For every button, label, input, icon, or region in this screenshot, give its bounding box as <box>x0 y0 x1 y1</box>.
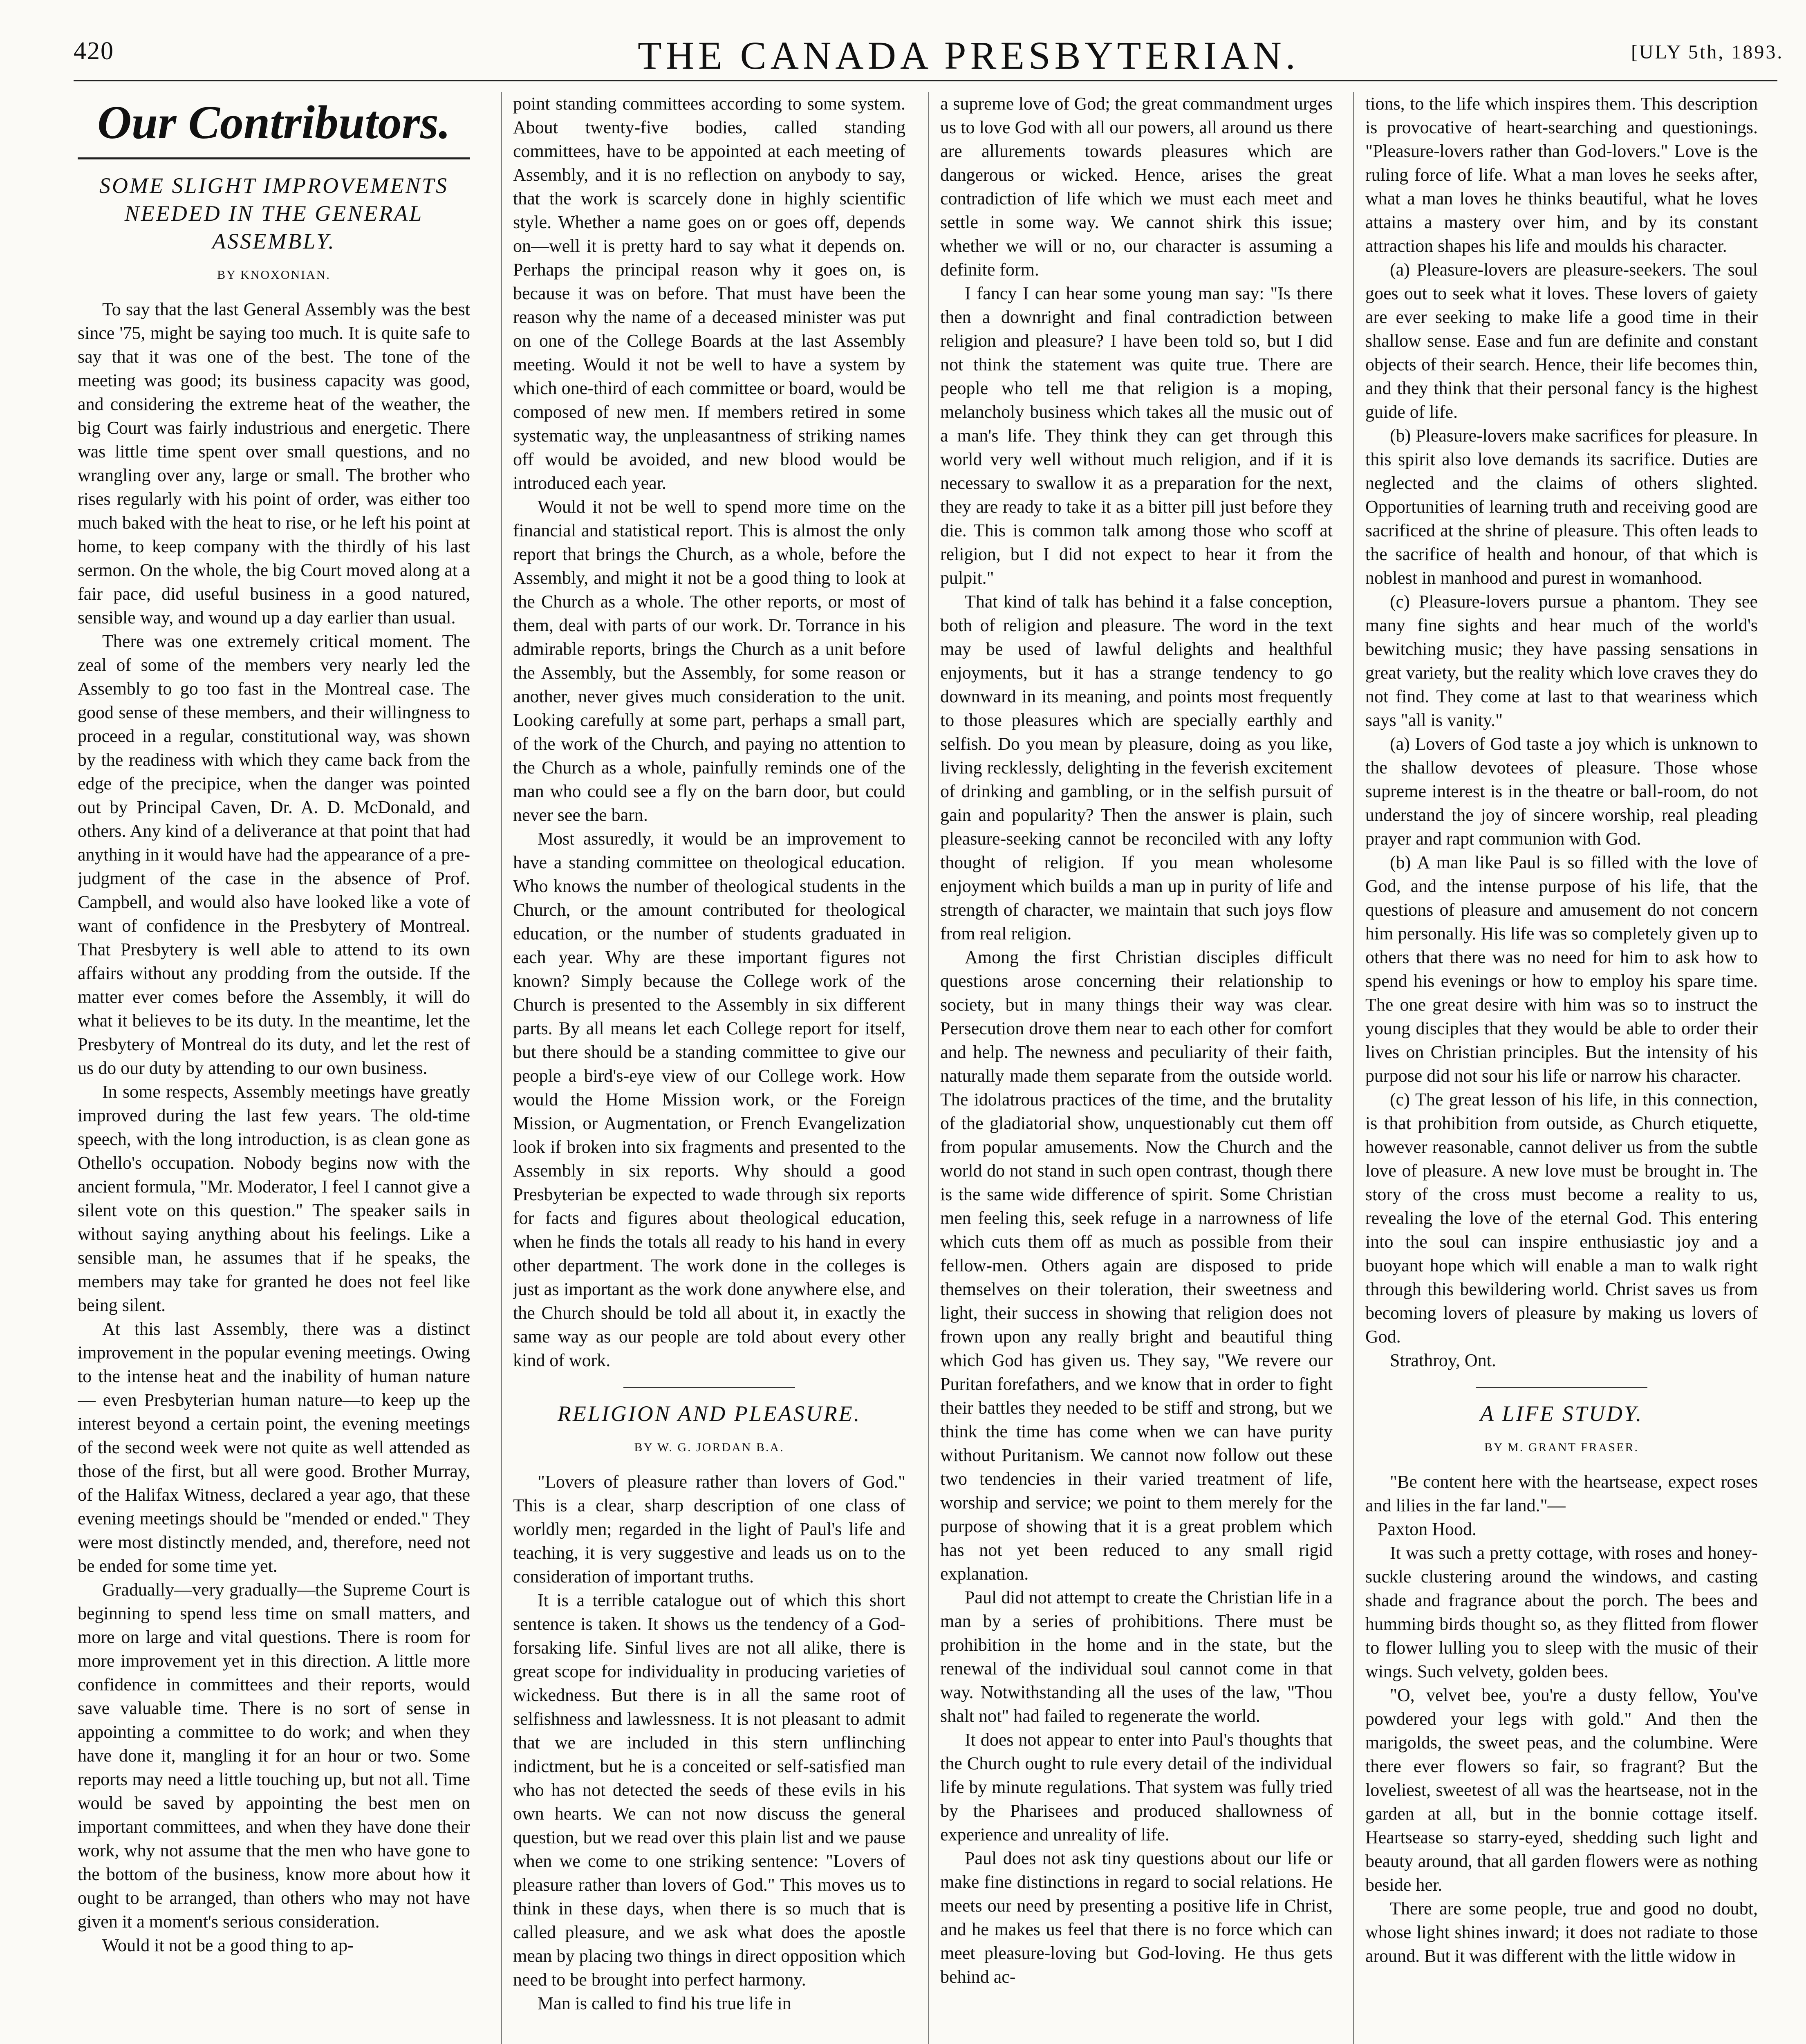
paragraph: Would it not be well to spend more time on the financial and statistical report. This is almost the only report that brings the Church, as a whole, before the Assembly, and might it not be a good thing to look at the Church as a whole. The other reports, or most of them, deal with parts of our work. Dr. Torrance in his admirable reports, brings the Church as a unit before the Assembly, but the Assembly, for some reason or another, never gives much consideration to the unit. Looking carefully at some part, perhaps a small part, of the work of the Church, and paying no attention to the Church as a whole, painfully reminds one of the man who could see a fly on the barn door, but could never see the barn. <box>513 497 905 825</box>
article-title-religion-pleasure: RELIGION AND PLEASURE. <box>557 1401 861 1426</box>
paragraph: At this last Assembly, there was a distinct improvement in the popular evening meetings. Owing to the intense heat and the inability of human nature — even Presbyterian human nature—to keep up the interest beyond a certain point, the evening meetings of the second week were not quite as well attended as those of the first, but all were good. Brother Murray, of the Halifax Witness, declared a year ago, that these evening meetings should be "mended or ended." They were most distinctly mended, and, therefore, need not be ended for some time yet. <box>78 1319 470 1576</box>
byline-knoxonian: BY KNOXONIAN. <box>217 268 331 282</box>
header-rule <box>74 80 1777 81</box>
paragraph: Gradually—very gradually—the Supreme Court is beginning to spend less time on small matters, and more on large and vital questions. There is room for more improvement yet in this direction. A little more confidence in committees and their reports, would save valuable time. There is no sort of sense in appointing a committee to do work; and when they have done it, mangling it for an hour or two. Some reports may need a little touching up, but not all. Time would be saved by appointing the best men on important committees, and when they have done their work, why not assume that the men who have gone to the bottom of the business, know more about how it ought to be arranged, than others who may not have given it a moment's serious consideration. <box>78 1580 470 1932</box>
paragraph: (a) Pleasure-lovers are pleasure-seekers. The soul goes out to seek what it loves. These lovers of gaiety are ever seeking to make life a good time in their shallow sense. Ease and fun are definite and constant objects of their search. Hence, their life becomes thin, and they think that their personal fancy is the highest guide of life. <box>1365 260 1758 422</box>
paragraph: In some respects, Assembly meetings have greatly improved during the last few years. The old-time speech, with the long introduction, is as clean gone as Othello's occupation. Nobody begins now with the ancient formula, "Mr. Moderator, I feel I cannot give a silent vote on this question." The speaker sails in without saying anything about his feelings. Like a sensible man, he assumes that if he speaks, the members may take for granted he does not feel like being silent. <box>78 1082 470 1315</box>
paragraph: Would it not be a good thing to ap- <box>102 1935 354 1955</box>
paragraph: I fancy I can hear some young man say: "Is there then a downright and final contradiction between religion and pleasure? I have been told so, but I did not think the statement was quite true. There are people who tell me that religion is a moping, melancholy business which takes all the music out of a man's life. They think they can get through this world very well without much religion, and if it is necessary to swallow it as a preparation for the next, they are ready to take it as a bitter pill just before they die. This is common talk among those who scoff at religion, but I did not expect to hear it from the pulpit." <box>940 283 1333 588</box>
paragraph: To say that the last General Assembly was the best since '75, might be saying too much. It is quite safe to say that it was one of the best. The tone of the meeting was good; its business capacity was good, and considering the extreme heat of the weather, the big Court was fairly industrious and energetic. There was little time spent over small questions, and no wrangling over any, large or small. The brother who rises regularly with his point of order, was either too much baked with the heat to rise, or he left his point at home, to keep company with the thirdly of his last sermon. On the whole, the big Court moved along at a fair pace, did useful business in a good natured, sensible way, and wound up a day earlier than usual. <box>78 299 470 628</box>
paragraph: Man is called to find his true life in <box>538 1993 791 2013</box>
epigraph-attribution: Paxton Hood. <box>1378 1519 1477 1539</box>
paragraph: "O, velvet bee, you're a dusty fellow, You've powdered your legs with gold." And then the marigolds, the sweet peas, and the columbine. Were there ever flowers so fair, so fragrant? But the loveliest, sweetest of all was the heartsease, not in the garden at all, but in the bonnie cottage itself. Heartsease so starry-eyed, shedding such light and beauty around, that all garden flowers were as nothing beside her. <box>1365 1685 1758 1895</box>
paragraph: It does not appear to enter into Paul's thoughts that the Church ought to rule every detail of the individual life by minute regulations. That system was fully tried by the Pharisees and produced shallowness of experience and unreality of life. <box>940 1730 1333 1845</box>
paragraph: (c) Pleasure-lovers pursue a phantom. They see many fine sights and hear much of the world's bewitching music; they have passing sensations in great variety, but the reality which love craves they do not find. They come at last to that weariness which says "all is vanity." <box>1365 592 1758 730</box>
section-heading-rule <box>78 157 470 159</box>
paragraph: There was one extremely critical moment. The zeal of some of the members very nearly led the Assembly to go too fast in the Montreal case. The good sense of these members, and their willingness to proceed in a regular, constitutional way, was shown by the readiness with which they came back from the edge of the precipice, when the danger was pointed out by Principal Caven, Dr. A. D. McDonald, and others. Any kind of a deliverance at that point that had anything in it would have had the appearance of a pre-judgment of the case in the absence of Prof. Campbell, and would also have looked like a vote of want of confidence in the Presbytery of Montreal. That Presbytery is well able to attend to its own affairs without any prodding from the outside. If the matter ever comes before the Assembly, it will do what it believes to be its duty. In the meantime, let the Presbytery of Montreal do its duty, and let the rest of us do our duty by attending to our own business. <box>78 631 470 1078</box>
paragraph: There are some people, true and good no doubt, whose light shines inward; it does not radiate to those around. But it was different with the little widow in <box>1365 1898 1758 1966</box>
article-divider <box>1476 1387 1647 1388</box>
paragraph: That kind of talk has behind it a false conception, both of religion and pleasure. The word in the text may be used of lawful delights and healthful enjoyments, but it has a strange tendency to go downward in its meaning, and points most frequently to those pleasures which are specially earthly and selfish. Do you mean by pleasure, doing as you like, living recklessly, delighting in the feverish excitement of drinking and gambling, or in the selfish pursuit of gain and popularity? Then the answer is plain, such pleasure-seeking cannot be reconciled with any lofty thought of religion. If you mean wholesome enjoyment which builds a man up in purity of life and strength of character, we maintain that such joys flow from real religion. <box>940 592 1333 944</box>
article-title-life-study: A LIFE STUDY. <box>1480 1401 1643 1426</box>
epigraph: "Be content here with the heartsease, expect roses and lilies in the far land."— <box>1365 1472 1758 1515</box>
paragraph: (a) Lovers of God taste a joy which is unknown to the shallow devotees of pleasure. Those whose supreme interest is in the theatre or ball-room, do not understand the joy of sincere worship, real pleading prayer and rapt communion with God. <box>1365 734 1758 849</box>
column-2 <box>513 92 905 2044</box>
paragraph: (b) Pleasure-lovers make sacrifices for pleasure. In this spirit also love demands its sacrifice. Duties are neglected and the claims of others slighted. Opportunities of learning truth and receiving good are sacrificed at the shrine of pleasure. This often leads to the sacrifice of health and honour, of that which is noblest in manhood and purest in womanhood. <box>1365 426 1758 588</box>
page-header <box>0 29 1806 77</box>
paragraph: Most assuredly, it would be an improvement to have a standing committee on theological education. Who knows the number of theological students in the Church, or the amount contributed for theological education, or the number of students graduated in each year. Why are these important figures not known? Simply because the College work of the Church is presented to the Assembly in six different parts. By all means let each College report for itself, but there should be a standing committee to give our people a bird's-eye view of our College work. How would the Home Mission work, or the Foreign Mission, or Augmentation, or French Evangelization look if broken into six fragments and presented to the Assembly in six reports. Why should a good Presbyterian be expected to wade through six reports for facts and figures about theological education, when he finds the totals all ready to his hand in every other department. The work done in the colleges is just as important as the work done anywhere else, and the Church should be told all about it, in exactly the same way as our people are told about every other kind of work. <box>513 829 905 1370</box>
paragraph: "Lovers of pleasure rather than lovers of God." This is a clear, sharp description of one class of worldly men; regarded in the light of Paul's life and teaching, it is very suggestive and leads us on to the consideration of important truths. <box>513 1472 905 1587</box>
paragraph: Among the first Christian disciples difficult questions arose concerning their relationship to society, but in many things their way was clear. Persecution drove them near to each other for comfort and help. The newness and peculiarity of their faith, naturally made them separate from the outside world. The idolatrous practices of the time, and the brutality of the gladiatorial show, unquestionably cut them off from popular amusements. Now the Church and the world do not stand in such open contrast, though there is the same wide difference of spirit. Some Christian men feeling this, seek refuge in a narrowness of life which cuts them off as much as possible from their fellow-men. Others again are disposed to pride themselves on their toleration, their sweetness and light, their success in showing that religion does not frown upon any really bright and beautiful thing which God has given us. They say, "We revere our Puritan forefathers, and we know that in order to fight their battles they needed to be stiff and strong, but we think the time has come when we can have purity without Puritanism. We cannot now follow out these two tendencies in their varied treatment of life, worship and service; we point to them merely for the purpose of showing that it is a great problem which has not yet been reduced to any small rigid explanation. <box>940 947 1333 1584</box>
paragraph: It is a terrible catalogue out of which this short sentence is taken. It shows us the tendency of a God-forsaking life. Sinful lives are not all alike, there is great scope for individuality in producing varieties of wickedness. But there is in all the same root of selfishness and lawlessness. It is not pleasant to admit that we are included in this stern unflinching indictment, but he is a conceited or self-satisfied man who has not detected the seeds of these evils in his own hearts. We can not now discuss the general question, but we read over this plain list and we pause when we come to one striking sentence: "Lovers of pleasure rather than lovers of God." This moves us to think in these days, when there is so much that is called pleasure, and we ask what does the apostle mean by placing two things in direct opposition which need to be brought into perfect harmony. <box>513 1590 905 1990</box>
masthead: THE CANADA PRESBYTERIAN. <box>638 34 1300 77</box>
issue-date: [ULY 5th, 1893. <box>1631 41 1784 63</box>
paragraph: Paul did not attempt to create the Christian life in a man by a series of prohibitions. There must be prohibition in the home and in the state, but the renewal of the individual soul cannot come in that way. Notwithstanding all the uses of the law, "Thou shalt not" had failed to regenerate the world. <box>940 1587 1333 1726</box>
column-divider <box>928 92 929 2044</box>
section-heading: Our Contributors. <box>97 96 450 149</box>
paragraph: point standing committees according to some system. About twenty-five bodies, called standing committees, have to be appointed at each meeting of Assembly, and it is no reflection on anybody to say, that the work is scarcely done in highly scientific style. Whether a name goes on or goes off, depends on—well it is pretty hard to say what it depends on. Perhaps the principal reason why it goes on, is because it was on before. That must have been the reason why the name of a deceased minister was put on one of the College Boards at the last Assembly meeting. Would it not be well to have a system by which one-third of each committee or board, would be composed of new men. If members retired in some systematic way, the unpleasantness of striking names off would be avoided, and new blood would be introduced each year. <box>513 94 905 493</box>
column-divider <box>1353 92 1354 2044</box>
paragraph: Paul does not ask tiny questions about our life or make fine distinctions in regard to social relations. He meets our need by presenting a positive life in Christ, and he makes us feel that there is no force which can meet pleasure-loving but God-loving. He thus gets behind ac- <box>940 1848 1333 1987</box>
paragraph: (c) The great lesson of his life, in this connection, is that prohibition from outside, as Church etiquette, however reasonable, cannot deliver us from the subtle love of pleasure. A new love must be brought in. The story of the cross must become a reality to us, revealing the love of the eternal God. This entering into the soul can inspire enthusiastic joy and a buoyant hope which will enable a man to walk right through this bewildering world. Christ saves us from becoming lovers of pleasure by making us lovers of God. <box>1365 1089 1758 1347</box>
column-divider <box>501 92 502 2044</box>
article-divider <box>623 1387 795 1388</box>
byline-fraser: BY M. GRANT FRASER. <box>1484 1441 1639 1454</box>
paragraph: It was such a pretty cottage, with roses and honey-suckle clustering around the windows, and casting shade and fragrance about the porch. The bees and humming birds thought so, as they flitted from flower to flower lulling you to sleep with the music of their wings. Such velvety, golden bees. <box>1365 1543 1758 1681</box>
column-3 <box>940 92 1333 2044</box>
paragraph: (b) A man like Paul is so filled with the love of God, and the intense purpose of his life, that the questions of pleasure and amusement do not concern him personally. His life was so completely given up to others that there was no need for him to ask how to spend his evenings or how to employ his spare time. The one great desire with him was so to instruct the young disciples that they would be able to order their lives on Christian principles. But the intensity of his purpose did not sour his life or narrow his character. <box>1365 852 1758 1086</box>
column-1 <box>78 92 470 2044</box>
column-4 <box>1365 92 1758 2044</box>
signoff-place: Strathroy, Ont. <box>1390 1350 1496 1370</box>
paragraph: tions, to the life which inspires them. This description is provocative of heart-searching and questionings. "Pleasure-lovers rather than God-lovers." Love is the ruling force of life. What a man loves he seeks after, what a man loves he thinks beautiful, what he loves attains a mastery over him, and by its constant attraction shapes his life and moulds his character. <box>1365 94 1758 256</box>
article-title-improvements: SOME SLIGHT IMPROVEMENTS NEEDED IN THE GENERAL ASSEMBLY. <box>99 173 448 253</box>
paragraph: a supreme love of God; the great commandment urges us to love God with all our powers, all around us there are allurements towards pleasures which are dangerous or wicked. Hence, arises the great contradiction of life which we must each meet and settle in some way. We cannot shirk this issue; whether we will or no, our character is assuming a definite form. <box>940 94 1333 280</box>
page-number: 420 <box>74 37 114 65</box>
byline-jordan: BY W. G. JORDAN B.A. <box>634 1441 784 1454</box>
